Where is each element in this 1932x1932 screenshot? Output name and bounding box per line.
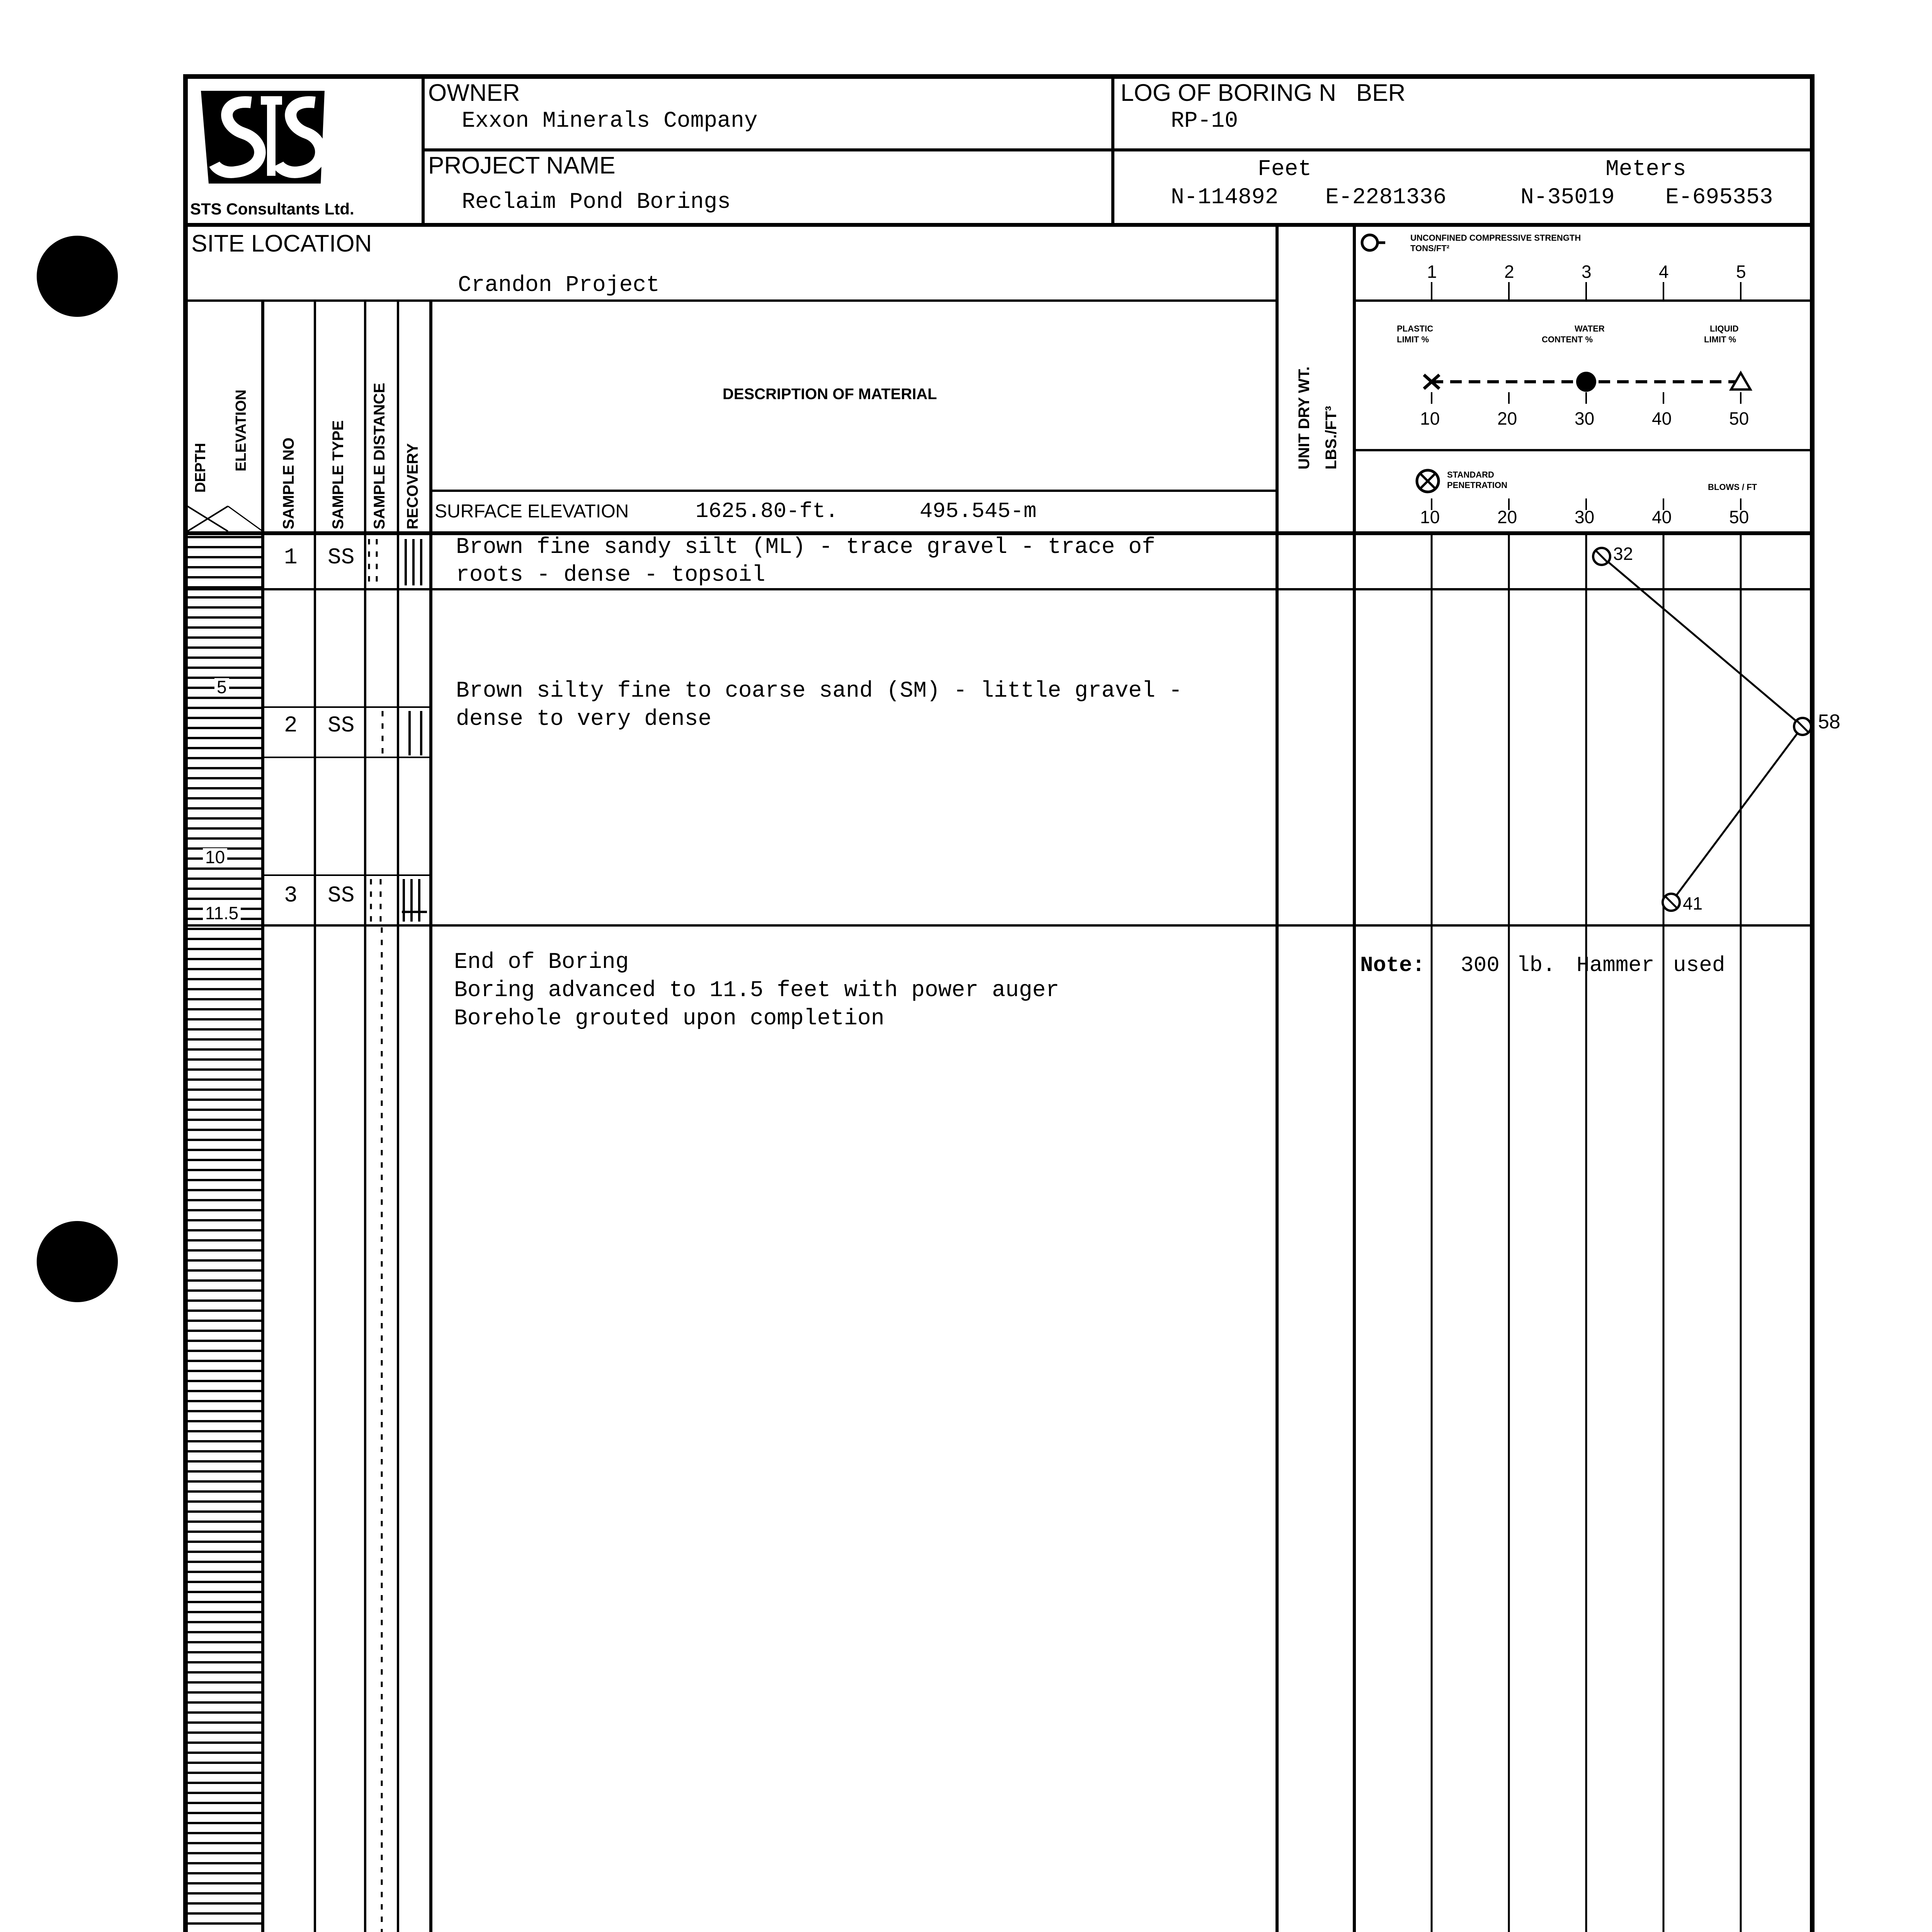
col-sample-type: SAMPLE TYPE xyxy=(330,420,347,529)
spt-trend-line xyxy=(1602,556,1803,902)
meters-north: N-35019 xyxy=(1520,185,1615,210)
spt-tick-10: 10 xyxy=(1420,507,1440,527)
plastic-label: PLASTIC xyxy=(1397,324,1434,333)
wc-tick-10: 10 xyxy=(1420,408,1440,429)
spt-tick-40: 40 xyxy=(1652,507,1672,527)
owner-label: OWNER xyxy=(428,80,520,106)
ucs-tick-1: 1 xyxy=(1427,262,1437,282)
note-label: Note: xyxy=(1360,953,1425,978)
spt-value-label-1: 32 xyxy=(1613,544,1633,564)
sample-1-type: SS xyxy=(328,545,355,570)
sample-1-no: 1 xyxy=(284,545,298,570)
layer-2-line-2: dense to very dense xyxy=(456,707,712,732)
project-label: PROJECT NAME xyxy=(428,152,616,179)
sample-2-type: SS xyxy=(328,713,355,738)
ucs-label: UNCONFINED COMPRESSIVE STRENGTH xyxy=(1410,233,1581,243)
blows-label: BLOWS / FT xyxy=(1708,482,1757,492)
layer-1-line-2: roots - dense - topsoil xyxy=(456,563,765,588)
liquid-label-2: LIMIT % xyxy=(1704,335,1736,344)
project-value: Reclaim Pond Borings xyxy=(462,190,731,215)
spt-label-2: PENETRATION xyxy=(1447,480,1508,490)
note-word-1: Hammer xyxy=(1577,953,1655,978)
wc-tick-20: 20 xyxy=(1497,408,1517,429)
col-depth: DEPTH xyxy=(192,443,209,493)
feet-east: E-2281336 xyxy=(1325,185,1447,210)
col-sample-distance: SAMPLE DISTANCE xyxy=(371,383,388,529)
owner-value: Exxon Minerals Company xyxy=(462,109,758,134)
ucs-tick-2: 2 xyxy=(1504,262,1514,282)
layer-2-line-1: Brown silty fine to coarse sand (SM) - little gravel - xyxy=(456,679,1182,704)
col-sample-no: SAMPLE NO xyxy=(280,437,297,529)
sample-3-no: 3 xyxy=(284,883,298,908)
plastic-label-2: LIMIT % xyxy=(1397,335,1429,344)
col-description: DESCRIPTION OF MATERIAL xyxy=(723,386,937,403)
water-label: WATER xyxy=(1575,324,1605,333)
meters-east: E-695353 xyxy=(1665,185,1773,210)
meters-label: Meters xyxy=(1605,157,1686,182)
ucs-tick-3: 3 xyxy=(1582,262,1592,282)
note-unit: lb. xyxy=(1517,953,1556,978)
boring-number: RP-10 xyxy=(1171,109,1238,134)
note-value: 300 xyxy=(1461,953,1500,978)
col-elevation: ELEVATION xyxy=(233,389,249,471)
depth-mark-5: 5 xyxy=(214,678,229,696)
wc-tick-30: 30 xyxy=(1575,408,1595,429)
sample-2-no: 2 xyxy=(284,713,298,738)
spt-value-label-2: 58 xyxy=(1818,711,1840,733)
water-label-2: CONTENT % xyxy=(1542,335,1593,344)
log-of-boring-label: LOG OF BORING N BER xyxy=(1121,80,1406,106)
col-unit-dry-wt: UNIT DRY WT. xyxy=(1296,366,1313,469)
wc-tick-50: 50 xyxy=(1729,408,1749,429)
spt-value-label-3: 41 xyxy=(1683,893,1703,913)
spt-tick-20: 20 xyxy=(1497,507,1517,527)
site-location-label: SITE LOCATION xyxy=(191,230,372,257)
depth-mark-11-5: 11.5 xyxy=(203,904,241,922)
site-location-value: Crandon Project xyxy=(458,273,660,298)
feet-north: N-114892 xyxy=(1171,185,1279,210)
spt-tick-30: 30 xyxy=(1575,507,1595,527)
sts-logo xyxy=(193,87,332,199)
surface-elevation-label: SURFACE ELEVATION xyxy=(435,501,629,522)
col-unit-dry-wt-units: LBS./FT³ xyxy=(1323,406,1340,469)
end-of-boring: End of Boring xyxy=(454,950,629,975)
ucs-tick-5: 5 xyxy=(1736,262,1746,282)
col-recovery: RECOVERY xyxy=(404,443,421,529)
ucs-tick-4: 4 xyxy=(1659,262,1669,282)
depth-mark-10: 10 xyxy=(203,848,227,866)
water-content-dot xyxy=(1576,372,1596,392)
wc-tick-40: 40 xyxy=(1652,408,1672,429)
sample-3-type: SS xyxy=(328,883,355,908)
company-name: STS Consultants Ltd. xyxy=(190,200,354,218)
note-word-2: used xyxy=(1673,953,1725,978)
surface-elevation-m: 495.545-m xyxy=(920,499,1037,524)
feet-label: Feet xyxy=(1258,157,1312,182)
spt-tick-50: 50 xyxy=(1729,507,1749,527)
spt-label: STANDARD xyxy=(1447,470,1494,480)
layer-1-line-1: Brown fine sandy silt (ML) - trace gravel - trace of xyxy=(456,535,1155,560)
surface-elevation-ft: 1625.80-ft. xyxy=(696,499,838,524)
ucs-units: TONS/FT² xyxy=(1410,243,1450,253)
end-note-1: Boring advanced to 11.5 feet with power auger xyxy=(454,978,1060,1003)
liquid-label: LIQUID xyxy=(1710,324,1739,333)
end-note-2: Borehole grouted upon completion xyxy=(454,1006,884,1031)
